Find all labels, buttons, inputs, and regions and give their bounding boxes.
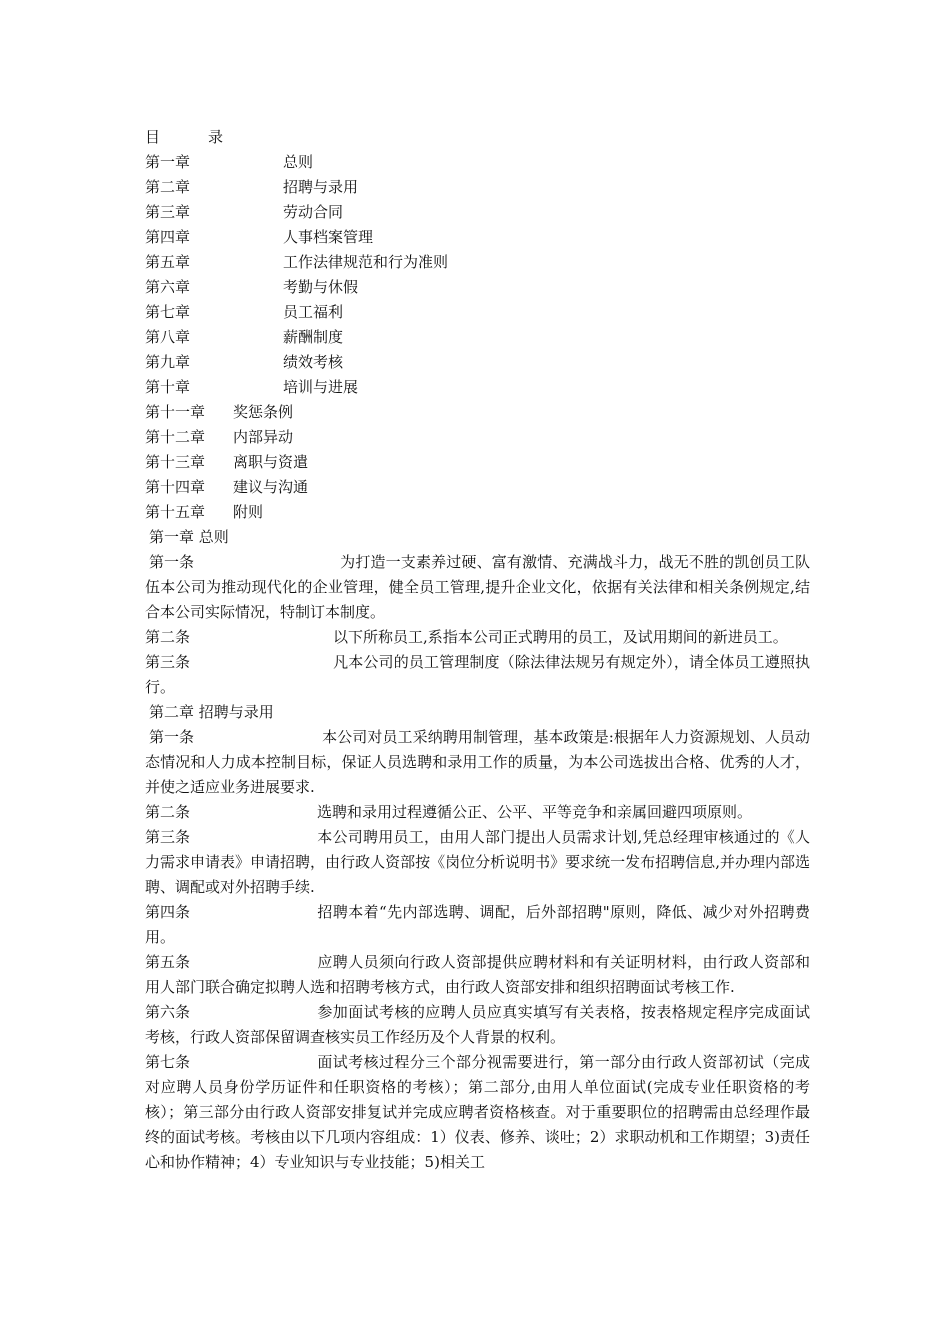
toc-entry <box>145 350 810 375</box>
toc-entry <box>145 200 810 225</box>
toc-chapter-title: 内部异动 <box>233 428 294 446</box>
toc-title-right: 录 <box>208 128 224 146</box>
toc-entry <box>145 300 810 325</box>
toc-chapter-title: 建议与沟通 <box>233 478 309 496</box>
toc-chapter: 第十四章 <box>145 478 206 496</box>
article-number: 第五条 <box>145 953 191 971</box>
article-paragraph <box>145 900 810 950</box>
article-text: 本公司对员工采纳聘用制管理，基本政策是:根据年人力资源规划、人员动态情况和人力成本控制目标，保证人员选聘和录用工作的质量，为本公司选拔出合格、优秀的人才，并使之适应业务进展要求. <box>145 728 810 796</box>
toc-chapter-title: 招聘与录用 <box>283 178 359 196</box>
article-text: 招聘本着“先内部选聘、调配，后外部招聘"原则，降低、减少对外招聘费用。 <box>145 903 810 946</box>
article-text: 凡本公司的员工管理制度（除法律法规另有规定外），请全体员工遵照执行。 <box>145 653 810 696</box>
article-number: 第二条 <box>145 803 191 821</box>
article-number: 第二条 <box>145 628 191 646</box>
toc-chapter: 第三章 <box>145 203 191 221</box>
toc-chapter-title: 劳动合同 <box>283 203 344 221</box>
toc-chapter: 第十三章 <box>145 453 206 471</box>
article-paragraph <box>145 825 810 900</box>
article-number: 第一条 <box>149 728 195 746</box>
article-number: 第六条 <box>145 1003 191 1021</box>
article-paragraph <box>145 550 810 625</box>
article-paragraph <box>145 1050 810 1175</box>
toc-title <box>145 125 810 150</box>
toc-chapter: 第九章 <box>145 353 191 371</box>
article-number: 第七条 <box>145 1053 191 1071</box>
toc-chapter: 第二章 <box>145 178 191 196</box>
toc-chapter: 第七章 <box>145 303 191 321</box>
article-text: 参加面试考核的应聘人员应真实填写有关表格，按表格规定程序完成面试考核，行政人资部保留调查核实员工作经历及个人背景的权利。 <box>145 1003 810 1046</box>
article-paragraph <box>145 625 810 650</box>
chapter-heading: 第二章 招聘与录用 <box>149 703 274 721</box>
toc-entry <box>145 400 810 425</box>
toc-chapter-title: 总则 <box>283 153 314 171</box>
toc-chapter: 第六章 <box>145 278 191 296</box>
toc-entry <box>145 425 810 450</box>
document-page <box>145 125 810 1175</box>
toc-chapter: 第十一章 <box>145 403 206 421</box>
article-paragraph <box>145 725 810 800</box>
toc-chapter: 第八章 <box>145 328 191 346</box>
article-paragraph <box>145 1000 810 1050</box>
toc-chapter: 第五章 <box>145 253 191 271</box>
article-number: 第三条 <box>145 653 191 671</box>
article-text: 以下所称员工,系指本公司正式聘用的员工，及试用期间的新进员工。 <box>333 628 788 646</box>
article-text: 为打造一支素养过硬、富有激情、充满战斗力，战无不胜的凯创员工队伍本公司为推动现代化的企业管理，健全员工管理,提升企业文化，依据有关法律和相关条例规定,结合本公司实际情况，特制订本制度。 <box>145 553 810 621</box>
toc-entry <box>145 175 810 200</box>
toc-title-left: 目 <box>145 128 161 146</box>
toc-entry <box>145 150 810 175</box>
chapter-heading: 第一章 总则 <box>149 528 229 546</box>
toc-chapter-title: 附则 <box>233 503 264 521</box>
article-number: 第四条 <box>145 903 191 921</box>
toc-chapter-title: 人事档案管理 <box>283 228 374 246</box>
toc-chapter: 第一章 <box>145 153 191 171</box>
toc-chapter: 第十章 <box>145 378 191 396</box>
toc-entry <box>145 250 810 275</box>
toc-chapter-title: 薪酬制度 <box>283 328 344 346</box>
table-of-contents <box>145 150 810 525</box>
toc-entry <box>145 225 810 250</box>
toc-chapter: 第十五章 <box>145 503 206 521</box>
article-text: 选聘和录用过程遵循公正、公平、平等竞争和亲属回避四项原则。 <box>317 803 753 821</box>
article-paragraph <box>145 950 810 1000</box>
toc-entry <box>145 275 810 300</box>
toc-entry <box>145 325 810 350</box>
toc-chapter: 第四章 <box>145 228 191 246</box>
toc-entry <box>145 450 810 475</box>
toc-chapter: 第十二章 <box>145 428 206 446</box>
toc-chapter-title: 员工福利 <box>283 303 344 321</box>
toc-chapter-title: 考勤与休假 <box>283 278 359 296</box>
toc-chapter-title: 离职与资遣 <box>233 453 309 471</box>
toc-chapter-title: 绩效考核 <box>283 353 344 371</box>
toc-chapter-title: 培训与进展 <box>283 378 359 396</box>
article-paragraph <box>145 650 810 700</box>
toc-entry <box>145 475 810 500</box>
article-number: 第三条 <box>145 828 191 846</box>
toc-entry <box>145 500 810 525</box>
article-text: 面试考核过程分三个部分视需要进行，第一部分由行政人资部初试（完成对应聘人员身份学历证件和任职资格的考核）；第二部分,由用人单位面试(完成专业任职资格的考核）；第三部分由行政人资部安排复试并完成应聘者资格核查。对于重要职位的招聘需由总经理作最终的面试考核。考核由以下几项内容组成：1）仪表、修养、谈吐；2）求职动机和工作期望；3)责任心和协作精神；4）专业知识与专业技能；5)相关工 <box>145 1053 810 1171</box>
article-number: 第一条 <box>149 553 195 571</box>
toc-chapter-title: 奖惩条例 <box>233 403 294 421</box>
article-text: 本公司聘用员工，由用人部门提出人员需求计划,凭总经理审核通过的《人力需求申请表》申请招聘，由行政人资部按《岗位分析说明书》要求统一发布招聘信息,并办理内部选聘、调配或对外招聘手续. <box>145 828 810 896</box>
article-paragraph <box>145 800 810 825</box>
article-text: 应聘人员须向行政人资部提供应聘材料和有关证明材料，由行政人资部和用人部门联合确定拟聘人选和招聘考核方式，由行政人资部安排和组织招聘面试考核工作. <box>145 953 810 996</box>
toc-chapter-title: 工作法律规范和行为准则 <box>283 253 449 271</box>
toc-entry <box>145 375 810 400</box>
